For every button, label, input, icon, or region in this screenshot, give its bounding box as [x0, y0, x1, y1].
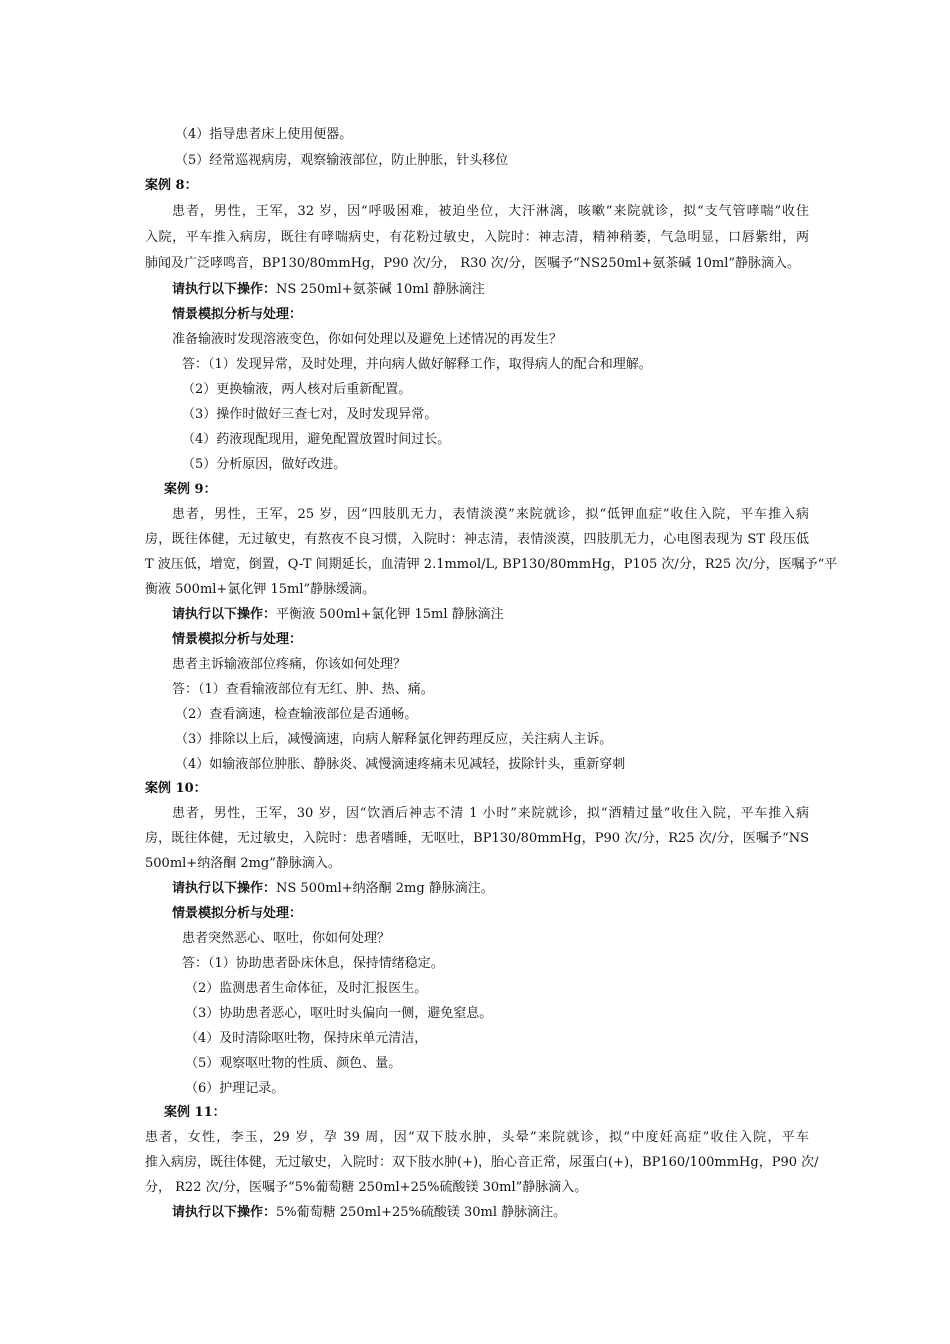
case-10-title: 案例 10：	[145, 781, 207, 796]
case-10-scene-label: 情景模拟分析与处理：	[172, 906, 303, 921]
case-9-para-line: 患者，男性，王军，25 岁，因“四肢肌无力，表情淡漠”来院就诊，拟“低钾血症”收住入院，平车推入病	[172, 507, 809, 522]
case-8-title: 案例 8：	[145, 178, 198, 193]
case-10-answer: （2）监测患者生命体征，及时汇报医生。	[185, 981, 428, 996]
case-9-title: 案例 9：	[164, 482, 217, 497]
case-10-answer: （6）护理记录。	[185, 1081, 285, 1096]
case-10-answer: 答：（1）协助患者卧床休息，保持情绪稳定。	[182, 956, 444, 971]
case-8-question: 准备输液时发现溶液变色，你如何处理以及避免上述情况的再发生？	[172, 332, 563, 347]
case-8-answer: 答：（1）发现异常，及时处理，并向病人做好解释工作，取得病人的配合和理解。	[182, 357, 652, 372]
case-10-para-line: 房，既往体健，无过敏史，入院时：患者嗜睡，无呕吐，BP130/80mmHg，P90 次/分，R25 次/分，医嘱予“NS	[145, 831, 809, 846]
case-9-answer: 答：（1）查看输液部位有无红、肿、热、痛。	[172, 682, 434, 697]
operation-text: NS 500ml+纳洛酮 2mg 静脉滴注。	[276, 881, 494, 896]
case-10-answer: （4）及时清除呕吐物，保持床单元清洁，	[185, 1031, 428, 1046]
case-8-answer: （2）更换输液，两人核对后重新配置。	[182, 382, 412, 397]
case-11-para-line: 分， R22 次/分，医嘱予“5%葡萄糖 250ml+25%硫酸镁 30ml”静脉滴入。	[145, 1180, 588, 1195]
case-9-operation	[172, 607, 504, 623]
operation-text: 平衡液 500ml+氯化钾 15ml 静脉滴注	[276, 607, 504, 622]
case-8-operation	[172, 282, 485, 298]
case-10-para-line: 500ml+纳洛酮 2mg”静脉滴入。	[145, 856, 341, 871]
case-9-para-line: 房，既往体健，无过敏史，有熬夜不良习惯，入院时：神志清，表情淡漠，四肢肌无力，心电图表现为 ST 段压低	[145, 532, 809, 547]
case-10-question: 患者突然恶心、呕吐，你如何处理？	[182, 931, 391, 946]
case-8-para-line: 入院，平车推入病房，既往有哮喘病史，有花粉过敏史，入院时：神志清，精神稍萎，气急明显，口唇紫绀，两	[145, 230, 809, 245]
list-item: （4）指导患者床上使用便器。	[175, 127, 353, 142]
list-item: （5）经常巡视病房，观察输液部位，防止肿胀，针头移位	[175, 153, 509, 168]
case-8-answer: （5）分析原因，做好改进。	[182, 457, 347, 472]
case-8-answer: （4）药液现配现用，避免配置放置时间过长。	[182, 432, 451, 447]
operation-text: 5%葡萄糖 250ml+25%硫酸镁 30ml 静脉滴注。	[276, 1205, 567, 1220]
case-9-question: 患者主诉输液部位疼痛，你该如何处理？	[172, 657, 407, 672]
case-9-answer: （3）排除以上后，减慢滴速，向病人解释氯化钾药理反应，关注病人主诉。	[175, 732, 613, 747]
case-11-title: 案例 11：	[164, 1105, 226, 1120]
case-9-answer: （4）如输液部位肿胀、静脉炎、减慢滴速疼痛未见减轻，拔除针头，重新穿刺	[175, 757, 626, 772]
operation-text: NS 250ml+氨茶碱 10ml 静脉滴注	[276, 282, 485, 297]
case-8-scene-label: 情景模拟分析与处理：	[172, 307, 303, 322]
case-11-operation	[172, 1205, 566, 1221]
case-11-para-line: 患者，女性，李玉，29 岁，孕 39 周，因“双下肢水肿，头晕”来院就诊，拟“中度妊高症”收住入院，平车	[145, 1130, 809, 1145]
case-10-operation	[172, 881, 494, 897]
case-11-para-line: 推入病房，既往体健，无过敏史，入院时：双下肢水肿(+)，胎心音正常，尿蛋白(+)，BP160/100mmHg，P90 次/	[145, 1155, 819, 1170]
operation-label: 请执行以下操作：	[172, 607, 277, 622]
operation-label: 请执行以下操作：	[172, 881, 277, 896]
case-10-answer: （3）协助患者恶心，呕吐时头偏向一侧，避免窒息。	[185, 1006, 493, 1021]
operation-label: 请执行以下操作：	[172, 282, 277, 297]
case-9-answer: （2）查看滴速，检查输液部位是否通畅。	[175, 707, 418, 722]
case-8-para-line: 肺闻及广泛哮鸣音，BP130/80mmHg，P90 次/分， R30 次/分，医嘱予“NS250ml+氨茶碱 10ml”静脉滴入。	[145, 256, 801, 271]
case-8-answer: （3）操作时做好三查七对，及时发现异常。	[182, 407, 438, 422]
case-9-scene-label: 情景模拟分析与处理：	[172, 632, 303, 647]
case-9-para-line: T 波压低，增宽，倒置，Q-T 间期延长，血清钾 2.1mmol/L, BP130/80mmHg，P105 次/分，R25 次/分，医嘱予“平	[145, 557, 838, 572]
case-9-para-line: 衡液 500ml+氯化钾 15ml”静脉缓滴。	[145, 582, 376, 597]
case-10-para-line: 患者，男性，王军，30 岁，因“饮酒后神志不清 1 小时”来院就诊，拟“酒精过量”收住入院，平车推入病	[172, 806, 809, 821]
case-8-para-line: 患者，男性，王军，32 岁，因“呼吸困难，被迫坐位，大汗淋漓，咳嗽”来院就诊，拟“支气管哮喘”收住	[172, 204, 809, 219]
operation-label: 请执行以下操作：	[172, 1205, 277, 1220]
case-10-answer: （5）观察呕吐物的性质、颜色、量。	[185, 1056, 402, 1071]
